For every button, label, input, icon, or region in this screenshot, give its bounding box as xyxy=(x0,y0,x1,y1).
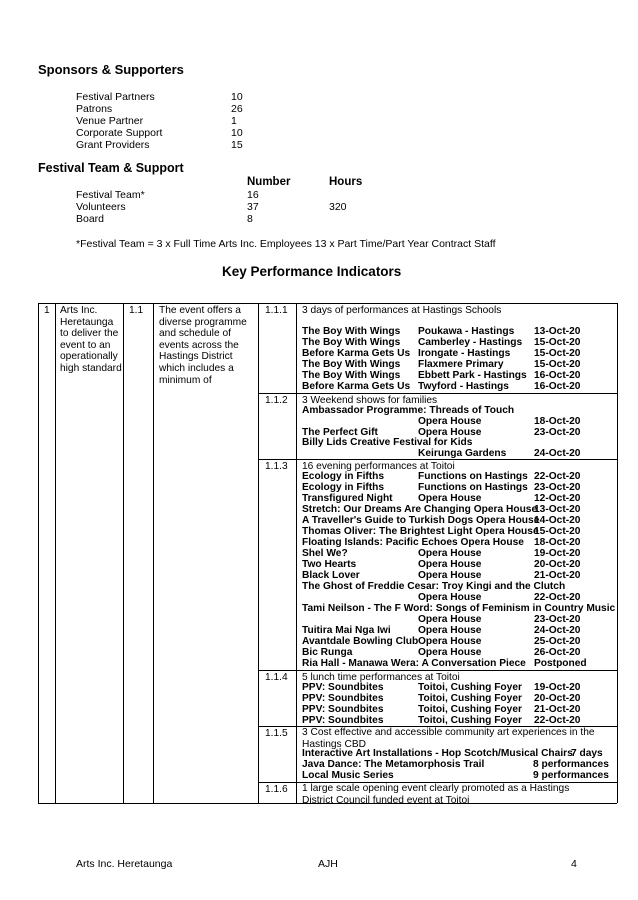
event-name: The Boy With Wings xyxy=(302,370,401,381)
event-date: 18-Oct-20 xyxy=(534,416,581,427)
sponsor-value: 10 xyxy=(231,91,243,103)
event-venue: Opera House xyxy=(418,548,482,559)
kpi-title: Key Performance Indicators xyxy=(222,264,402,279)
sponsor-value: 15 xyxy=(231,139,243,151)
sponsor-label: Festival Partners xyxy=(76,91,155,103)
event-name: Ecology in Fifths xyxy=(302,471,385,482)
event-name: The Boy With Wings xyxy=(302,326,401,337)
sponsor-label: Patrons xyxy=(76,103,113,115)
sponsor-label: Grant Providers xyxy=(76,139,150,151)
event-date: 19-Oct-20 xyxy=(534,682,581,693)
event-name: Tami Neilson - The F Word: Songs of Feminism in Country Music xyxy=(302,603,616,614)
event-venue: Opera House xyxy=(418,416,482,427)
event-venue: Flaxmere Primary xyxy=(418,359,504,370)
event-name: Two Hearts xyxy=(302,559,357,570)
team-row-number: 37 xyxy=(247,201,259,213)
event-date: 15-Oct-20 xyxy=(534,526,581,537)
event-venue: Functions on Hastings xyxy=(418,482,528,493)
sponsor-value: 10 xyxy=(231,127,243,139)
event-name: PPV: Soundbites xyxy=(302,682,384,693)
event-name: PPV: Soundbites xyxy=(302,693,384,704)
kpi-num: 1 xyxy=(44,305,50,316)
footer-left: Arts Inc. Heretaunga xyxy=(76,858,173,870)
event-venue: Opera House xyxy=(418,625,482,636)
event-venue: Opera House xyxy=(418,427,482,438)
event-venue: Toitoi, Cushing Foyer xyxy=(418,682,522,693)
kpi-sub-num: 1.1 xyxy=(129,305,144,316)
event-venue: Twyford - Hastings xyxy=(418,381,509,392)
event-count: 8 performances xyxy=(533,759,609,770)
event-name: The Boy With Wings xyxy=(302,337,401,348)
event-name: Ambassador Programme: Threads of Touch xyxy=(302,405,515,416)
team-col-hours: Hours xyxy=(329,176,363,188)
event-name: Before Karma Gets Us xyxy=(302,381,411,392)
event-date: 21-Oct-20 xyxy=(534,570,581,581)
event-name: Tuitira Mai Nga Iwi xyxy=(302,625,391,636)
event-date: 13-Oct-20 xyxy=(534,326,581,337)
event-date: 19-Oct-20 xyxy=(534,548,581,559)
event-name: The Perfect Gift xyxy=(302,427,378,438)
event-date: 15-Oct-20 xyxy=(534,359,581,370)
event-date: 23-Oct-20 xyxy=(534,614,581,625)
event-name: Java Dance: The Metamorphosis Trail xyxy=(302,759,485,770)
event-venue: Keirunga Gardens xyxy=(418,448,507,459)
kpi-item-heading: 5 lunch time performances at Toitoi xyxy=(302,672,460,683)
event-date: 23-Oct-20 xyxy=(534,427,581,438)
team-row-label: Board xyxy=(76,213,105,225)
event-venue: Opera House xyxy=(418,493,482,504)
event-name: The Ghost of Freddie Cesar: Troy Kingi and the Clutch xyxy=(302,581,566,592)
event-name: Floating Islands: Pacific Echoes Opera House xyxy=(302,537,524,548)
event-date: 25-Oct-20 xyxy=(534,636,581,647)
kpi-org: Arts Inc. Heretaunga to deliver the event to an operationally high standard xyxy=(60,305,122,374)
kpi-item-id: 1.1.2 xyxy=(265,395,288,406)
event-date: 26-Oct-20 xyxy=(534,647,581,658)
kpi-item-heading: 3 days of performances at Hastings Schools xyxy=(302,305,502,316)
event-date: 23-Oct-20 xyxy=(534,482,581,493)
team-col-number: Number xyxy=(247,176,291,188)
kpi-item-id: 1.1.4 xyxy=(265,672,288,683)
team-row-hours: 320 xyxy=(329,201,347,213)
event-venue: Camberley - Hastings xyxy=(418,337,523,348)
event-date: 13-Oct-20 xyxy=(534,504,581,515)
team-row-label: Volunteers xyxy=(76,201,126,213)
event-date: 20-Oct-20 xyxy=(534,559,581,570)
event-name: Black Lover xyxy=(302,570,360,581)
page-number: 4 xyxy=(571,858,577,870)
team-title: Festival Team & Support xyxy=(38,161,184,175)
event-name: Interactive Art Installations - Hop Scotch/Musical Chairs xyxy=(302,748,573,759)
kpi-item-id: 1.1.6 xyxy=(265,784,288,795)
event-count: 9 performances xyxy=(533,770,609,781)
event-name: Transfigured Night xyxy=(302,493,393,504)
event-venue: Toitoi, Cushing Foyer xyxy=(418,715,522,726)
footer-center: AJH xyxy=(318,858,338,870)
event-date: 21-Oct-20 xyxy=(534,704,581,715)
event-date: 16-Oct-20 xyxy=(534,381,581,392)
event-name: Billy Lids Creative Festival for Kids xyxy=(302,437,473,448)
sponsor-value: 1 xyxy=(231,115,237,127)
event-venue: Irongate - Hastings xyxy=(418,348,511,359)
kpi-sub-desc: The event offers a diverse programme and schedule of events across the Hastings District which includes a minimum of xyxy=(159,305,247,386)
team-row-number: 16 xyxy=(247,189,259,201)
event-name: A Traveller's Guide to Turkish Dogs Opera House xyxy=(302,515,540,526)
event-date: 24-Oct-20 xyxy=(534,448,581,459)
sponsor-label: Corporate Support xyxy=(76,127,163,139)
event-date: 16-Oct-20 xyxy=(534,370,581,381)
event-name: Thomas Oliver: The Brightest Light Opera House xyxy=(302,526,539,537)
event-date: 14-Oct-20 xyxy=(534,515,581,526)
event-venue: Opera House xyxy=(418,647,482,658)
event-venue: Opera House xyxy=(418,570,482,581)
event-date: 15-Oct-20 xyxy=(534,348,581,359)
kpi-item-heading: 16 evening performances at Toitoi xyxy=(302,461,455,472)
event-name: Ecology in Fifths xyxy=(302,482,385,493)
event-venue: Ebbett Park - Hastings xyxy=(418,370,527,381)
kpi-item-heading: 3 Cost effective and accessible community art experiences in the Hastings CBD xyxy=(302,727,595,750)
event-date: 12-Oct-20 xyxy=(534,493,581,504)
sponsors-title: Sponsors & Supporters xyxy=(38,62,184,77)
event-venue: Toitoi, Cushing Foyer xyxy=(418,693,522,704)
event-name: Bic Runga xyxy=(302,647,353,658)
event-name: PPV: Soundbites xyxy=(302,715,384,726)
event-venue: Opera House xyxy=(418,559,482,570)
kpi-item-heading: 1 large scale opening event clearly promoted as a Hastings District Council funded event at Toitoi xyxy=(302,783,570,806)
event-date: 22-Oct-20 xyxy=(534,471,581,482)
event-date: 15-Oct-20 xyxy=(534,337,581,348)
event-name: Shel We? xyxy=(302,548,348,559)
event-name: Ria Hall - Manawa Wera: A Conversation Piece xyxy=(302,658,526,669)
team-footnote: *Festival Team = 3 x Full Time Arts Inc. Employees 13 x Part Time/Part Year Contract Staff xyxy=(76,238,496,250)
event-date: 22-Oct-20 xyxy=(534,592,581,603)
event-venue: Opera House xyxy=(418,636,482,647)
sponsor-label: Venue Partner xyxy=(76,115,144,127)
event-count: 7 days xyxy=(571,748,603,759)
event-venue: Functions on Hastings xyxy=(418,471,528,482)
event-date: 18-Oct-20 xyxy=(534,537,581,548)
kpi-item-id: 1.1.1 xyxy=(265,305,288,316)
team-row-label: Festival Team* xyxy=(76,189,145,201)
event-date: 22-Oct-20 xyxy=(534,715,581,726)
event-name: Stretch: Our Dreams Are Changing Opera House xyxy=(302,504,538,515)
event-venue: Opera House xyxy=(418,592,482,603)
event-name: PPV: Soundbites xyxy=(302,704,384,715)
event-venue: Toitoi, Cushing Foyer xyxy=(418,704,522,715)
kpi-item-id: 1.1.5 xyxy=(265,728,288,739)
event-name: Local Music Series xyxy=(302,770,394,781)
event-date: 24-Oct-20 xyxy=(534,625,581,636)
event-date: Postponed xyxy=(534,658,587,669)
kpi-item-id: 1.1.3 xyxy=(265,461,288,472)
event-date: 20-Oct-20 xyxy=(534,693,581,704)
event-venue: Poukawa - Hastings xyxy=(418,326,515,337)
event-venue: Opera House xyxy=(418,614,482,625)
sponsor-value: 26 xyxy=(231,103,243,115)
event-name: Before Karma Gets Us xyxy=(302,348,411,359)
event-name: The Boy With Wings xyxy=(302,359,401,370)
team-row-number: 8 xyxy=(247,213,253,225)
event-name: Avantdale Bowling Club xyxy=(302,636,419,647)
kpi-item-heading: 3 Weekend shows for families xyxy=(302,395,438,406)
